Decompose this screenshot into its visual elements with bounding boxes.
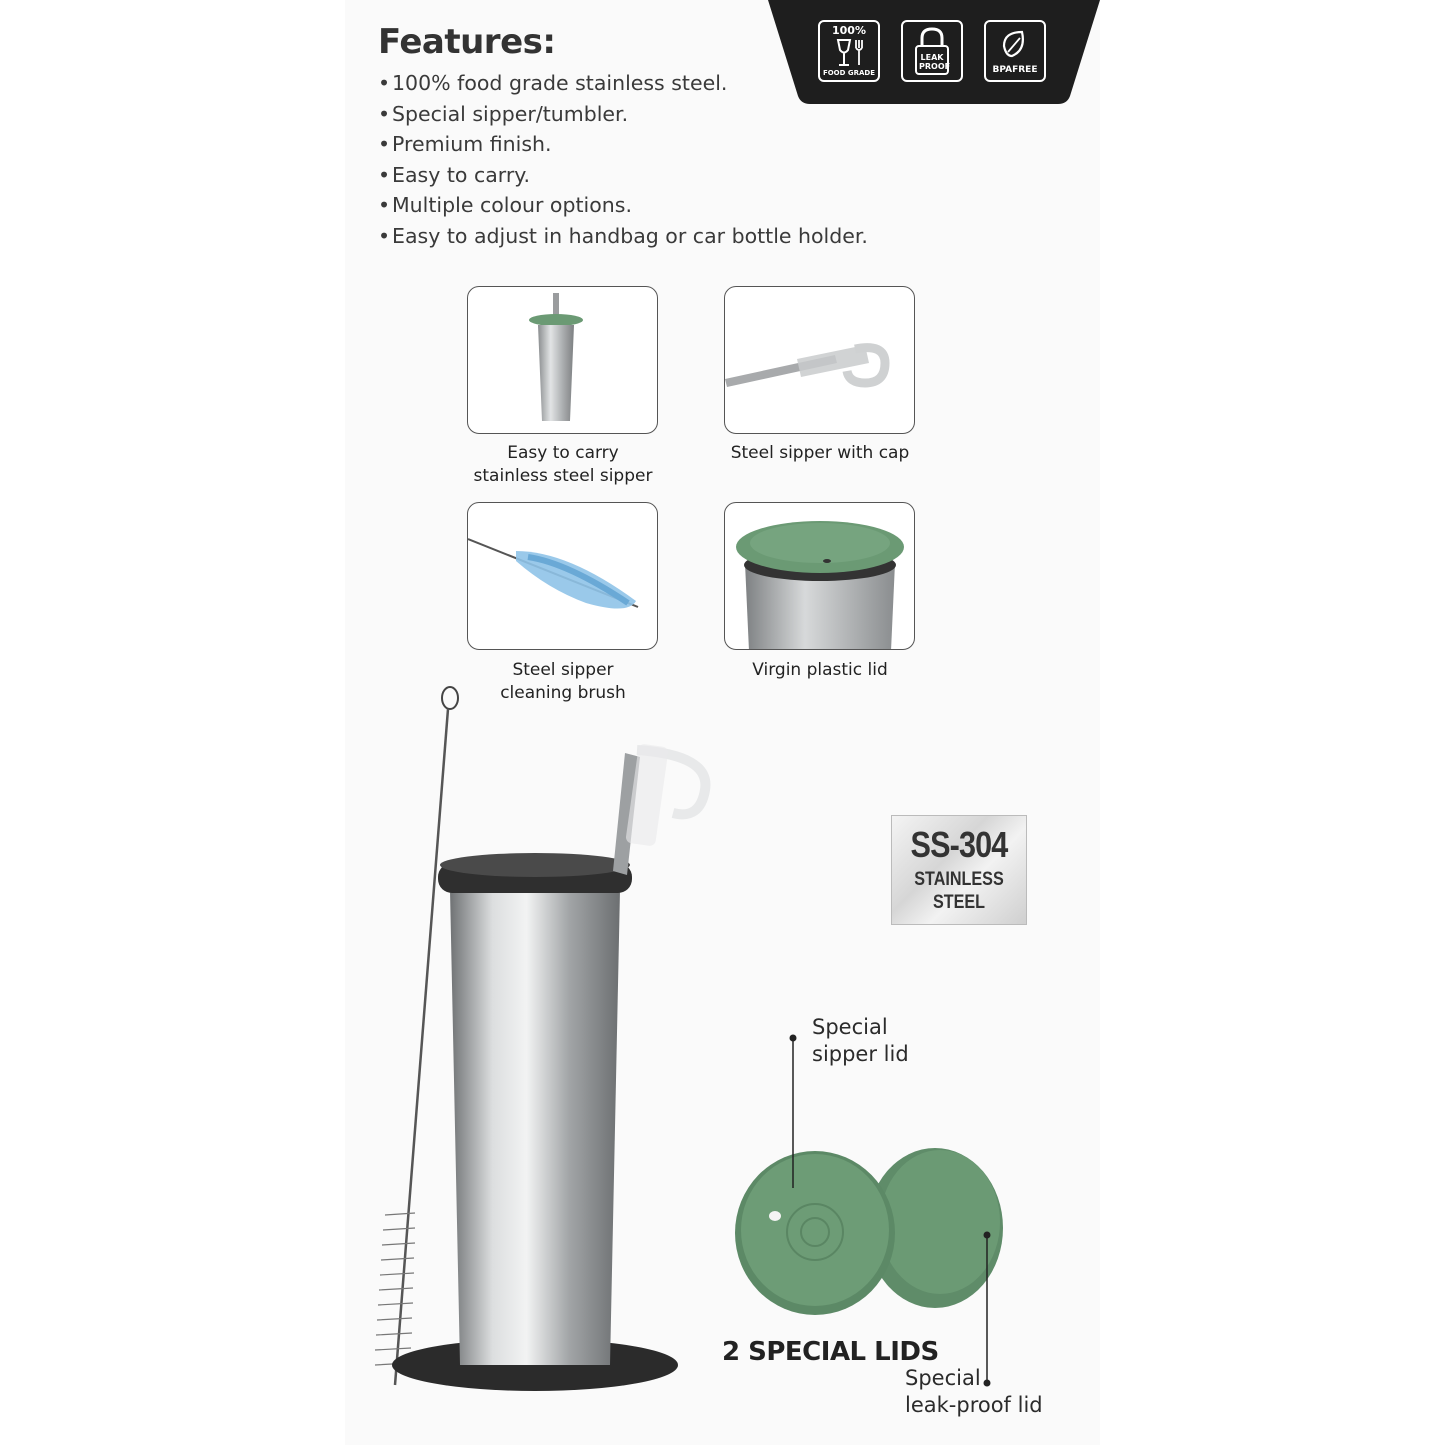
feature-item: •Multiple colour options. bbox=[378, 193, 632, 218]
straw-image-card bbox=[724, 286, 915, 434]
leaf-icon bbox=[986, 26, 1044, 66]
brush-image-card bbox=[467, 502, 658, 650]
sipper-lid-label: Special sipper lid bbox=[812, 1015, 909, 1066]
straw-image bbox=[725, 287, 915, 434]
lid-image-card bbox=[724, 502, 915, 650]
card-caption: Steel sipper cleaning brush bbox=[500, 660, 626, 703]
certification-badge-bar bbox=[768, 0, 1100, 104]
cleaning-brush-image bbox=[468, 503, 658, 650]
tumbler-image bbox=[468, 287, 658, 434]
wine-glass-fork-icon bbox=[820, 38, 878, 68]
tumbler-image-card bbox=[467, 286, 658, 434]
card-caption: Steel sipper with cap bbox=[730, 443, 910, 463]
ss304-material-badge: SS-304 STAINLESS STEEL bbox=[891, 815, 1027, 925]
feature-item: •100% food grade stainless steel. bbox=[378, 71, 728, 95]
tumbler-product-image bbox=[355, 685, 715, 1405]
bpa-free-badge: BPAFREE bbox=[984, 20, 1046, 82]
feature-item: •Special sipper/tumbler. bbox=[378, 101, 629, 126]
card-caption: Virgin plastic lid bbox=[752, 660, 888, 680]
leakproof-lid-label: Special leak-proof lid bbox=[905, 1366, 1043, 1417]
plastic-lid-image bbox=[725, 503, 915, 650]
two-special-lids-title: 2 SPECIAL LIDS bbox=[722, 1337, 939, 1367]
feature-item: •Easy to carry. bbox=[378, 162, 530, 187]
two-lids-image bbox=[730, 1140, 1060, 1330]
padlock-icon bbox=[903, 22, 961, 80]
features-title: Features: bbox=[378, 22, 556, 62]
feature-item: •Premium finish. bbox=[378, 132, 552, 157]
feature-item: •Easy to adjust in handbag or car bottle holder. bbox=[378, 223, 868, 248]
card-caption: Easy to carry stainless steel sipper bbox=[473, 443, 653, 486]
leak-proof-badge: LEAK PROOF bbox=[901, 20, 963, 82]
food-grade-badge: 100% FOOD GRADE bbox=[818, 20, 880, 82]
